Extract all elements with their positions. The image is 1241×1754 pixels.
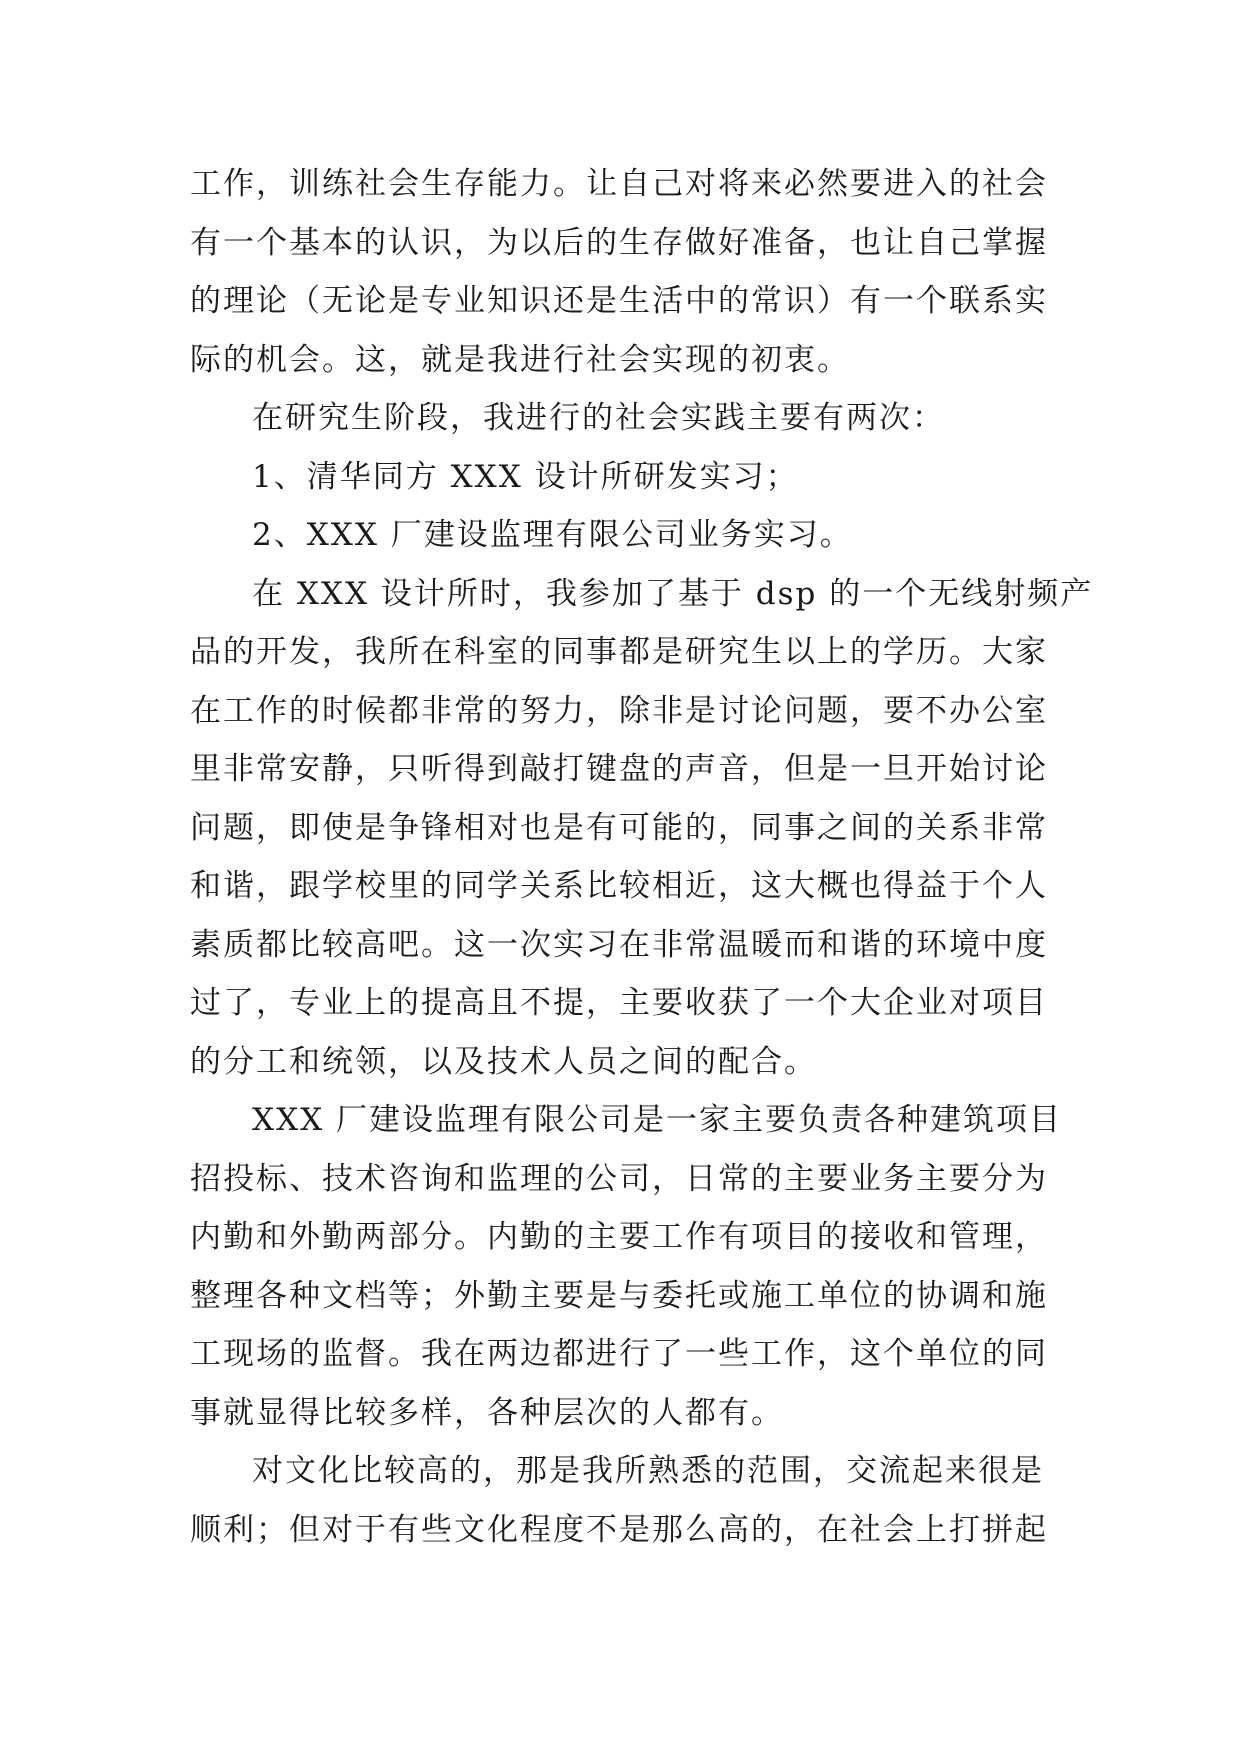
text-line: 内勤和外勤两部分。内勤的主要工作有项目的接收和管理， [190, 1219, 1048, 1255]
text-line: 整理各种文档等；外勤主要是与委托或施工单位的协调和施 [190, 1277, 1048, 1314]
text-line: 有一个基本的认识，为以后的生存做好准备，也让自己掌握 [190, 224, 1048, 261]
paragraph-2 [190, 389, 1070, 448]
text-line: 对文化比较高的，那是我所熟悉的范围，交流起来很是 [252, 1453, 1044, 1489]
document-body [190, 155, 1094, 1559]
text-line: XXX 厂建设监理有限公司是一家主要负责各种建筑项目 [252, 1102, 1063, 1138]
text-line: 工作，训练社会生存能力。让自己对将来必然要进入的社会 [190, 166, 1048, 202]
text-line: 的分工和统领，以及技术人员之间的配合。 [190, 1043, 817, 1080]
text-line: 品的开发，我所在科室的同事都是研究生以上的学历。大家 [190, 634, 1048, 670]
text-line: 招投标、技术咨询和监理的公司，日常的主要业务主要分为 [190, 1160, 1048, 1197]
paragraph-4 [190, 1091, 1070, 1442]
text-line: 在工作的时候都非常的努力，除非是讨论问题，要不办公室 [190, 692, 1048, 729]
text-line: 过了，专业上的提高且不提，主要收获了一个大企业对项目 [190, 985, 1048, 1021]
text-line: 在研究生阶段，我进行的社会实践主要有两次： [252, 400, 945, 436]
paragraph-3 [190, 565, 1094, 1092]
text-line: 顺利；但对于有些文化程度不是那么高的，在社会上打拼起 [190, 1511, 1048, 1548]
paragraph-1 [190, 155, 1070, 389]
text-line: 的理论（无论是专业知识还是生活中的常识）有一个联系实 [190, 283, 1048, 319]
text-line: 1、清华同方 XXX 设计所研发实习； [252, 458, 799, 495]
list-item-1 [190, 448, 1070, 507]
text-line: 素质都比较高吧。这一次实习在非常温暖而和谐的环境中度 [190, 926, 1048, 963]
text-line: 事就显得比较多样，各种层次的人都有。 [190, 1394, 784, 1431]
list-item-2 [190, 506, 1070, 565]
text-line: 和谐，跟学校里的同学关系比较相近，这大概也得益于个人 [190, 868, 1048, 904]
text-line: 里非常安静，只听得到敲打键盘的声音，但是一旦开始讨论 [190, 751, 1048, 787]
text-line: 工现场的监督。我在两边都进行了一些工作，这个单位的同 [190, 1336, 1048, 1372]
text-line: 2、XXX 厂建设监理有限公司业务实习。 [252, 517, 853, 553]
paragraph-5 [190, 1442, 1070, 1559]
text-line: 际的机会。这，就是我进行社会实现的初衷。 [190, 341, 850, 378]
text-line: 问题，即使是争锋相对也是有可能的，同事之间的关系非常 [190, 809, 1048, 846]
text-line: 在 XXX 设计所时，我参加了基于 dsp 的一个无线射频产 [252, 575, 1094, 612]
